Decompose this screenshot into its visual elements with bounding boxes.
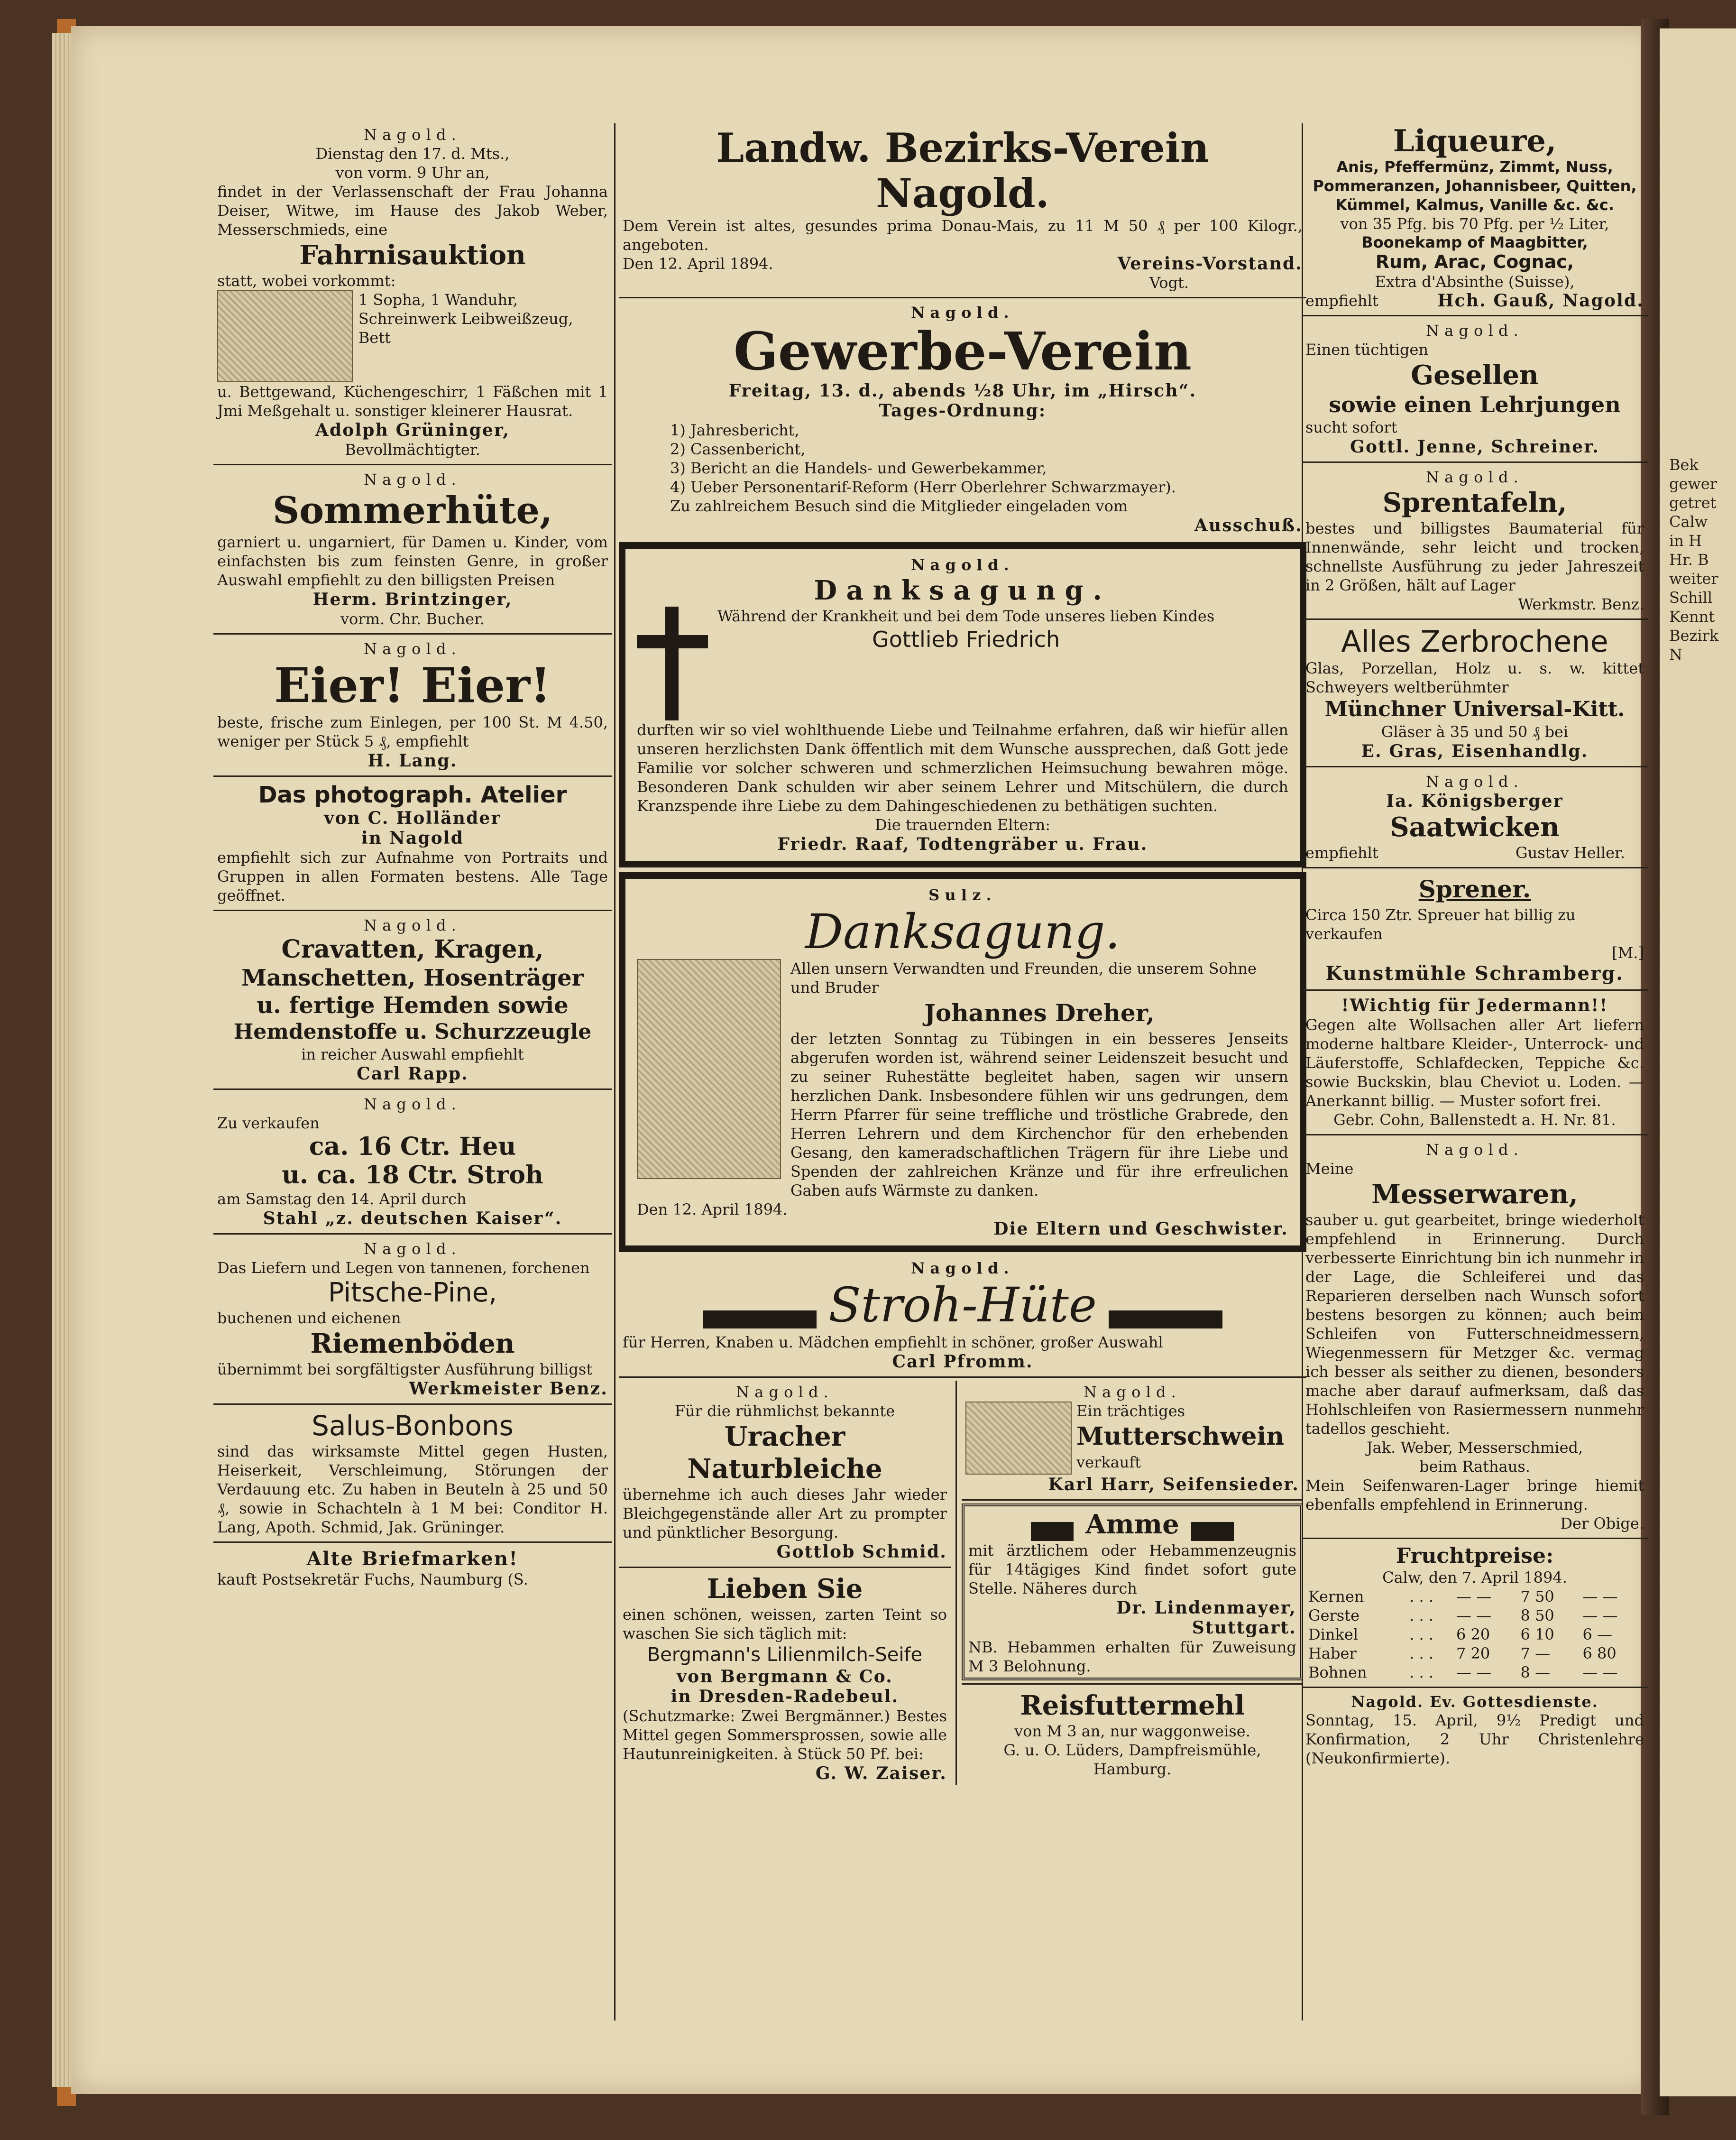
ad-body: am Samstag den 14. April durch [217, 1190, 467, 1208]
next-page-line: gewer [1669, 475, 1718, 493]
ad-line: beim Rathaus. [1419, 1457, 1530, 1476]
cravats-ad [213, 914, 612, 1086]
price-cell: Kernen [1308, 1587, 1364, 1605]
next-page-text [1669, 455, 1736, 664]
agenda-item: 1) Jahresbericht, [670, 421, 799, 439]
ad-line: empfiehlt [1305, 292, 1378, 310]
ad-title: u. ca. 18 Ctr. Stroh [282, 1161, 543, 1190]
price-cell: — — [1582, 1587, 1618, 1605]
ad-signature: Herm. Brintzinger, [312, 590, 513, 609]
ad-name: Gottlieb Friedrich [872, 627, 1060, 652]
price-cell: Gerste [1308, 1606, 1360, 1624]
rice-feed-ad [962, 1688, 1303, 1780]
ad-place: Nagold. [1083, 1383, 1182, 1401]
summer-hats-ad [213, 468, 612, 630]
thanks-notice-2 [619, 872, 1306, 1252]
ad-place: Nagold. [735, 1383, 834, 1401]
grain-prices [1302, 1542, 1648, 1684]
ad-line: in Nagold [361, 828, 464, 848]
wool-ad [1302, 994, 1648, 1131]
stamps-ad [213, 1546, 612, 1591]
ad-title: !Wichtig für Jedermann!! [1341, 996, 1608, 1015]
ad-date: Den 12. April 1894. [637, 1200, 788, 1218]
ad-signature: Karl Harr, Seifensieder. [1048, 1475, 1299, 1494]
price-cell: — — [1582, 1663, 1618, 1681]
ad-title: Alles Zerbrochene [1341, 624, 1608, 659]
glue-ad [1302, 623, 1648, 763]
ad-signature: Der Obige. [1560, 1514, 1644, 1532]
ad-place: Nagold. [1425, 468, 1524, 486]
ad-place: Nagold. [363, 916, 462, 934]
ad-signature: Adolph Grüninger, [315, 420, 510, 440]
salus-bonbons-ad [213, 1408, 612, 1539]
agenda-item: 2) Cassenbericht, [670, 440, 806, 458]
ad-body: sauber u. gut gearbeitet, bringe wiederholt empfehlend in Erinnerung. Durch verbesserte Einrichtung bin ich nunmehr in der Lage, die Schleiferei und das Reparieren derselben nach Wunsch sofort bestens besorgen zu können; auch beim Schleifen von Futterschneidmessern, Wiegenmessern für Metzger &c. vermag ich besser als seither zu dienen, besonders mache aber darauf aufmerksam, daß das Hohlschleifen von Rasiermessern nunmehr tadellos geschieht. [1305, 1211, 1644, 1438]
ad-place: Nagold. [1425, 773, 1524, 791]
ad-title: Salus-Bonbons [312, 1410, 514, 1442]
ad-body: von M 3 an, nur waggonweise. [1014, 1722, 1250, 1740]
ad-title: Sprentafeln, [1382, 487, 1567, 518]
price-cell: Bohnen [1308, 1663, 1367, 1681]
ad-title: Gewerbe-Verein [733, 321, 1192, 382]
photo-atelier-ad [213, 780, 612, 907]
ad-body: Das Liefern und Legen von tannenen, forchenen [217, 1259, 590, 1277]
ad-title: Sommerhüte, [272, 489, 553, 532]
ad-line: sucht sofort [1305, 418, 1397, 436]
ad-line: Meine [1305, 1160, 1354, 1178]
thanks-notice-1 [619, 542, 1306, 867]
next-page-line: Calw [1669, 513, 1708, 531]
ad-title: Pitsche-Pine, [328, 1277, 497, 1308]
ad-title: Cravatten, Kragen, [281, 935, 544, 964]
ad-list: 1 Sopha, 1 Wanduhr, Schreinwerk Leibweißzeug, Bett [358, 291, 573, 347]
next-page-line: Bezirk [1669, 627, 1719, 645]
price-row [1305, 1644, 1644, 1663]
ad-line: verkauft [1076, 1453, 1141, 1471]
ad-line: Die trauernden Eltern: [875, 816, 1050, 834]
ad-place: Nagold. [911, 556, 1014, 574]
column-3 [1302, 123, 1648, 1770]
ad-signature: Dr. Lindenmayer, [1116, 1597, 1296, 1618]
ad-place: Nagold. [363, 1095, 462, 1113]
wet-nurse-ad [962, 1504, 1303, 1680]
ad-line: Rum, Arac, Cognac, [1375, 251, 1574, 272]
ad-line: Zu verkaufen [217, 1114, 320, 1132]
ad-title: Manschetten, Hosenträger [241, 965, 584, 991]
chaff-ad [1302, 871, 1648, 987]
soap-ad [619, 1571, 951, 1785]
ad-body: beste, frische zum Einlegen, per 100 St. M 4.50, weniger per Stück 5 ₰, empfiehlt [217, 713, 608, 750]
ad-role: Bevollmächtigter. [345, 441, 480, 459]
next-page-fragment [1660, 28, 1736, 2096]
ad-line: in Dresden-Radebeul. [671, 1687, 899, 1706]
ad-title: Das photograph. Atelier [258, 782, 567, 808]
ad-title: Reisfuttermehl [1020, 1689, 1245, 1721]
price-cell: 7 — [1520, 1644, 1551, 1662]
next-page-line: Kennt [1669, 608, 1715, 626]
next-page-line: in H [1669, 532, 1702, 550]
ad-body: in reicher Auswahl empfiehlt [301, 1045, 524, 1063]
eggs-ad [213, 637, 612, 773]
price-cell: . . . [1409, 1587, 1434, 1605]
agenda-item: Zu zahlreichem Besuch sind die Mitglieder eingeladen vom [670, 497, 1128, 515]
ad-title: Alte Briefmarken! [306, 1548, 519, 1570]
ad-place: Nagold. [1425, 1141, 1524, 1159]
liqueur-ad [1302, 123, 1648, 312]
ad-line: G. u. O. Lüders, Dampfreismühle, [1003, 1741, 1261, 1759]
pig-illustration [965, 1402, 1072, 1475]
agenda-item: 4) Ueber Personentarif-Reform (Herr Oberlehrer Schwarzmayer). [670, 478, 1176, 496]
ad-body: Circa 150 Ztr. Spreuer hat billig zu verkaufen [1305, 906, 1576, 943]
sow-ad [962, 1381, 1303, 1496]
ad-body: der letzten Sonntag zu Tübingen in ein besseres Jenseits abgerufen worden ist, während seiner Leidenszeit besucht und zu seiner Ruhestätte begleitet haben, sagen wir unsern herzlichen Dank. Insbesondere fühlen wir uns gedrungen, dem Herrn Pfarrer für seine treffliche und tröstliche Grabrede, den Herren Lehrern und dem Kirchenchor für den erhebenden Gesang, den kameradschaftlichen Trägern für ihre Liebe und Spenden der zahlreichen Kränze und für ihre erfreulichen Gaben aufs Wärmste zu danken. [790, 1030, 1288, 1199]
trade-association-ad [619, 301, 1306, 537]
ad-title: ca. 16 Ctr. Heu [309, 1132, 516, 1161]
ad-line: Boonekamp of Maagbitter, [1361, 233, 1588, 251]
ad-title: Landw. Bezirks-Verein Nagold. [716, 124, 1209, 217]
ad-line: Extra d'Absinthe (Suisse), [1375, 273, 1575, 291]
next-page-line: getret [1669, 494, 1717, 512]
ad-body: Gläser à 35 und 50 ₰ bei [1381, 723, 1569, 741]
price-cell: 7 50 [1520, 1587, 1554, 1605]
ad-date: Den 12. April 1894. [623, 255, 773, 273]
ad-body: mit ärztlichem oder Hebammenzeugnis für 14tägiges Kind findet sofort gute Stelle. Näheres durch [968, 1541, 1296, 1597]
ad-body: empfiehlt sich zur Aufnahme von Portraits und Gruppen in allen Formaten bestens. Alle Tage geöffnet. [217, 849, 608, 904]
ad-line: Während der Krankheit und bei dem Tode unseres lieben Kindes [717, 607, 1215, 625]
ad-body: statt, wobei vorkommt: [217, 272, 396, 290]
ad-line: von 35 Pfg. bis 70 Pfg. per ½ Liter, [1340, 215, 1609, 233]
ad-signature: Gustav Heller. [1516, 844, 1625, 862]
ad-heading: Tages-Ordnung: [879, 401, 1047, 421]
ad-title: sowie einen Lehrjungen [1329, 392, 1621, 417]
ad-signature: Die Eltern und Geschwister. [993, 1219, 1288, 1239]
knives-ad [1302, 1138, 1648, 1535]
price-row [1305, 1606, 1644, 1625]
ad-body: Glas, Porzellan, Holz u. s. w. kittet Schweyers weltberühmter [1305, 659, 1644, 696]
ad-place: Nagold. [363, 126, 462, 144]
ad-body: sind das wirksamste Mittel gegen Husten, Heiserkeit, Verschleimung, Störungen der Verdauung etc. Zu haben in Beuteln à 25 und 50 ₰, sowie in Schachteln à 1 M bei: Conditor H. Lang, Apoth. Schmid, Jak. Grüninger. [217, 1442, 608, 1536]
ad-body: findet in der Verlassenschaft der Frau Johanna Deiser, Witwe, im Hause des Jakob Weber, Messerschmieds, eine [217, 183, 608, 239]
ad-body: Dem Verein ist altes, gesundes prima Donau-Mais, zu 11 M 50 ₰ per 100 Kilogr., angeboten. [623, 217, 1303, 254]
straw-hats-ad [619, 1257, 1306, 1374]
ad-title: Amme [1085, 1509, 1179, 1540]
ad-title: Danksagung. [814, 575, 1111, 606]
ad-line: Dienstag den 17. d. Mts., [315, 145, 510, 163]
ad-body: Sonntag, 15. April, 9½ Predigt und Konfirmation, 2 Uhr Christenlehre (Neukonfirmierte). [1305, 1711, 1644, 1767]
flooring-ad [213, 1237, 612, 1401]
ad-body: übernehme ich auch dieses Jahr wieder Bleichgegenstände aller Art zu prompter und pünktlicher Besorgung. [623, 1485, 947, 1541]
ad-title: Riemenböden [310, 1328, 515, 1359]
price-row [1305, 1663, 1644, 1682]
ad-title: Liqueure, [1393, 123, 1557, 159]
ad-title: Nagold. Ev. Gottesdienste. [1351, 1693, 1598, 1711]
grave-illustration [637, 959, 781, 1179]
next-page-line: N [1669, 646, 1682, 664]
ad-signature: Ausschuß. [1194, 516, 1303, 535]
price-cell: 8 50 [1520, 1606, 1554, 1624]
ad-subtitle: Calw, den 7. April 1894. [1382, 1568, 1567, 1587]
ad-place: Nagold. [911, 1259, 1014, 1277]
ad-title: Fruchtpreise: [1396, 1544, 1554, 1568]
ad-place: Nagold. [363, 470, 462, 489]
decorative-bar [703, 1310, 817, 1328]
ad-body: kauft Postsekretär Fuchs, Naumburg (S. [217, 1570, 528, 1588]
ad-signature: Friedr. Raaf, Todtengräber u. Frau. [777, 834, 1148, 854]
price-cell: Dinkel [1308, 1625, 1359, 1643]
ad-line: Freitag, 13. d., abends ½8 Uhr, im „Hirsch“. [728, 381, 1197, 401]
ad-place: Nagold. [1425, 322, 1524, 340]
ad-place: Nagold. [911, 304, 1014, 322]
panels-ad [1302, 466, 1648, 616]
ad-signature: Vogt. [1149, 274, 1189, 292]
ad-title: Danksagung. [805, 904, 1121, 959]
ad-title: Uracher [724, 1421, 845, 1452]
price-cell: . . . [1409, 1625, 1434, 1643]
church-services-ad [1302, 1691, 1648, 1770]
column-rule [614, 123, 615, 2020]
next-page-line: Schill [1669, 589, 1713, 607]
cross-icon [637, 607, 708, 720]
ad-signature: Gottlob Schmid. [776, 1542, 947, 1562]
ad-signature: Carl Pfromm. [892, 1352, 1033, 1372]
ad-signature: Gebr. Cohn, Ballenstedt a. H. Nr. 81. [1333, 1111, 1616, 1129]
price-cell: 6 20 [1456, 1625, 1490, 1643]
ad-line: Allen unsern Verwandten und Freunden, die unserem Sohne und Bruder [790, 959, 1257, 996]
journeyman-ad [1302, 319, 1648, 459]
ad-note: NB. Hebammen erhalten für Zuweisung M 3 Belohnung. [968, 1638, 1296, 1675]
ad-signature: Jak. Weber, Messerschmied, [1366, 1439, 1583, 1457]
ad-line: Ein trächtiges [1076, 1402, 1185, 1420]
ad-title: Messerwaren, [1371, 1179, 1578, 1210]
ad-title: u. fertige Hemden sowie [257, 992, 569, 1019]
price-table [1305, 1587, 1644, 1682]
agenda-item: 3) Bericht an die Handels- und Gewerbekammer, [670, 459, 1047, 477]
price-cell: 6 — [1582, 1625, 1612, 1643]
ad-line: Hamburg. [1093, 1760, 1172, 1778]
ad-body: garniert u. ungarniert, für Damen u. Kinder, vom einfachsten bis zum feinsten Genre, in großer Auswahl empfiehlt zu den billigsten Preisen [217, 533, 608, 589]
ad-signature: Werkmstr. Benz. [1518, 595, 1644, 613]
ad-line: von Bergmann & Co. [677, 1667, 893, 1687]
ad-signature: Hch. Gauß, Nagold. [1437, 291, 1644, 311]
vetch-ad [1302, 770, 1648, 864]
ad-signature: E. Gras, Eisenhandlg. [1361, 741, 1589, 761]
ad-body: bestes und billigstes Baumaterial für Innenwände, sehr leicht und trocken, schnellste Ausführung zu jeder Jahreszeit in 2 Größen, hält auf Lager [1305, 519, 1644, 594]
next-page-line: weiter [1669, 570, 1718, 588]
bleaching-ad [619, 1381, 951, 1564]
price-row [1305, 1625, 1644, 1644]
ad-title: Naturbleiche [687, 1453, 882, 1485]
ad-name: Johannes Dreher, [924, 999, 1155, 1027]
ad-title: Bergmann's Lilienmilch-Seife [647, 1644, 923, 1666]
price-cell: . . . [1409, 1606, 1434, 1624]
ad-place: Nagold. [363, 640, 462, 658]
ad-body: u. Bettgewand, Küchengeschirr, 1 Fäßchen mit 1 Jmi Meßgehalt u. sonstiger kleinerer Hausrat. [217, 383, 608, 420]
ad-signature: Vereins-Vorstand. [1117, 254, 1303, 274]
ad-line: von vorm. 9 Uhr an, [335, 164, 490, 182]
ad-signature: Stahl „z. deutschen Kaiser“. [263, 1208, 562, 1228]
price-row [1305, 1587, 1644, 1606]
ad-signature: Gottl. Jenne, Schreiner. [1350, 437, 1599, 457]
ad-role: vorm. Chr. Bucher. [340, 610, 485, 628]
column-1 [213, 123, 612, 1591]
column-2 [619, 123, 1306, 1785]
ad-signature: H. Lang. [367, 751, 458, 771]
ad-line: empfiehlt [1305, 844, 1378, 862]
ad-title: Saatwicken [1390, 812, 1560, 843]
decorative-bar [1031, 1522, 1074, 1541]
price-cell: 8 — [1520, 1663, 1551, 1681]
ad-signature: Werkmeister Benz. [409, 1379, 608, 1399]
price-cell: — — [1456, 1663, 1492, 1681]
ad-mark: [M.] [1612, 944, 1644, 962]
ad-body: für Herren, Knaben u. Mädchen empfiehlt in schöner, großer Auswahl [623, 1333, 1163, 1351]
price-cell: — — [1582, 1606, 1618, 1624]
ad-title: Münchner Universal-Kitt. [1324, 697, 1625, 721]
ad-body: Mein Seifenwaren-Lager bringe hiemit ebenfalls empfehlend in Erinnerung. [1305, 1476, 1644, 1513]
ad-body: Gegen alte Wollsachen aller Art liefern moderne haltbare Kleider-, Unterrock- und Läuferstoffe, Schlafdecken, Teppiche &c. sowie Buckskin, blau Cheviot u. Loden. — Anerkannt billig. — Muster sofort frei. [1305, 1016, 1644, 1110]
price-cell: . . . [1409, 1663, 1434, 1681]
ad-body: buchenen und eichenen [217, 1309, 401, 1327]
ad-place: Sulz. [928, 886, 997, 904]
price-cell: 7 20 [1456, 1644, 1490, 1662]
auction-ad [213, 123, 612, 461]
hay-straw-ad [213, 1093, 612, 1230]
agenda-list [623, 421, 1303, 516]
ad-body: einen schönen, weissen, zarten Teint so waschen Sie sich täglich mit: [623, 1605, 947, 1642]
ad-title: Stroh-Hüte [828, 1277, 1097, 1333]
ad-title: Hemdenstoffe u. Schurzzeugle [233, 1020, 592, 1044]
ad-title: Gesellen [1411, 360, 1539, 391]
ad-place: Nagold. [363, 1240, 462, 1258]
decorative-bar [1191, 1522, 1234, 1541]
ad-title: Fahrnisauktion [299, 240, 526, 271]
ad-title: Sprener. [1418, 875, 1531, 903]
price-cell: Haber [1308, 1644, 1357, 1662]
ad-signature: Kunstmühle Schramberg. [1325, 962, 1624, 985]
ad-body: Anis, Pfeffermünz, Zimmt, Nuss, Pommeranzen, Johannisbeer, Quitten, Kümmel, Kalmus, Vanille &c. &c. [1313, 158, 1637, 214]
ad-body: übernimmt bei sorgfältigster Ausführung billigst [217, 1360, 593, 1378]
ad-line: Ia. Königsberger [1386, 791, 1563, 811]
ad-title: Eier! Eier! [274, 657, 551, 713]
ad-line: Für die rühmlichst bekannte [674, 1402, 895, 1420]
agri-association-ad [619, 123, 1306, 294]
ad-city: Stuttgart. [1192, 1617, 1296, 1638]
ad-body: durften wir so viel wohlthuende Liebe und Teilnahme erfahren, daß wir hiefür allen unseren herzlichsten Dank öffentlich mit dem Wunsche aussprechen, daß Gott jede Familie vor solcher schweren und schmerzlichen Heimsuchung bewahren möge. Besonderen Dank schulden wir aber seinem Lehrer und Mitschülern, die durch Kranzspende ihre Liebe zu dem Dahingeschiedenen zu bethätigen suchten. [637, 721, 1288, 815]
household-illustration [217, 290, 353, 382]
price-cell: 6 10 [1520, 1625, 1554, 1643]
ad-title: Mutterschwein [1076, 1422, 1285, 1451]
ad-title: Lieben Sie [707, 1573, 863, 1605]
ad-line: von C. Holländer [324, 808, 501, 828]
decorative-bar [1109, 1310, 1222, 1328]
price-cell: 6 80 [1582, 1644, 1617, 1662]
ad-signature: Carl Rapp. [357, 1064, 468, 1084]
ad-signature: G. W. Zaiser. [815, 1763, 947, 1783]
price-cell: — — [1456, 1606, 1492, 1624]
price-cell: . . . [1409, 1644, 1434, 1662]
next-page-line: Bek [1669, 456, 1699, 474]
price-cell: — — [1456, 1587, 1492, 1605]
next-page-line: Hr. B [1669, 551, 1709, 569]
ad-line: Einen tüchtigen [1305, 341, 1429, 359]
ad-body: (Schutzmarke: Zwei Bergmänner.) Bestes Mittel gegen Sommersprossen, sowie alle Hautunreinigkeiten. à Stück 50 Pf. bei: [623, 1707, 947, 1763]
